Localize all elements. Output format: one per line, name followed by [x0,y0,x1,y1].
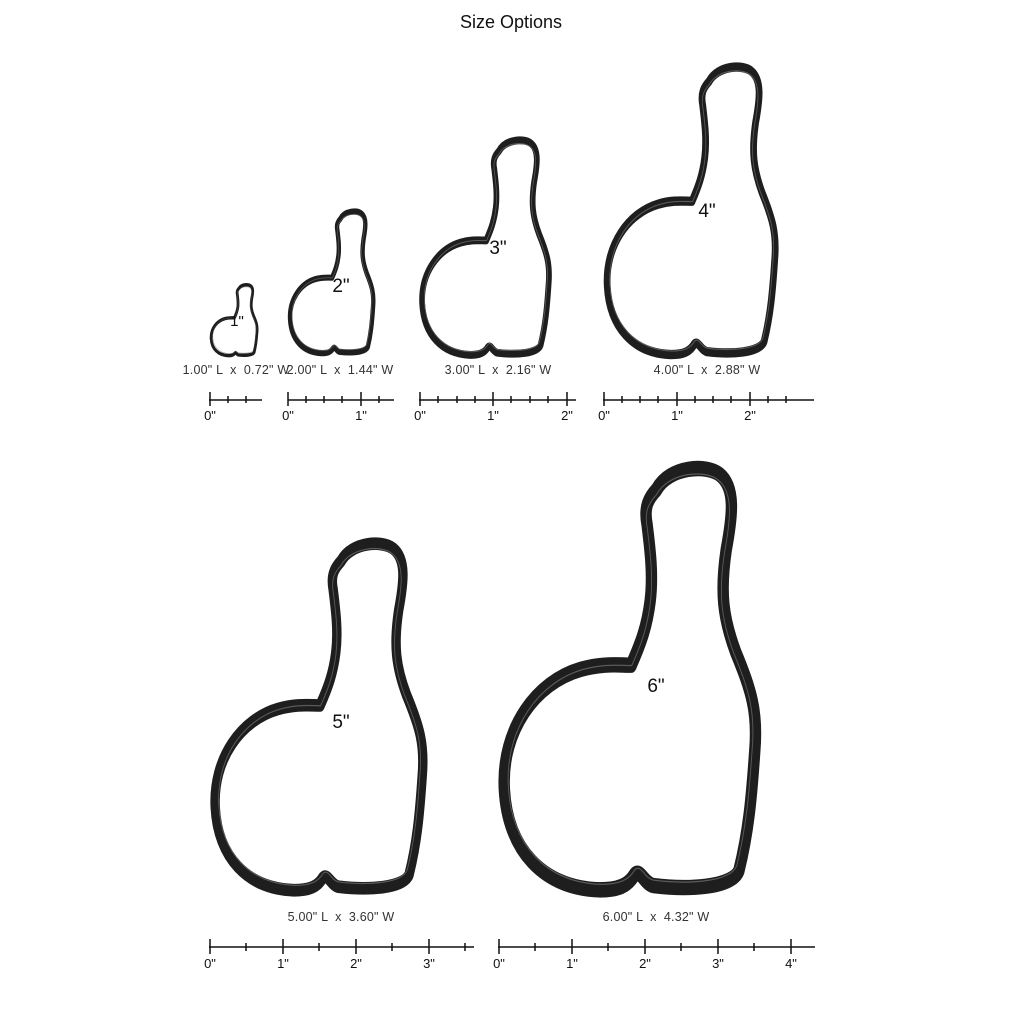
cookie-cutter-outline [422,140,549,355]
cookie-cutter-inner-edge [610,71,774,351]
ruler-tick-label: 0" [414,408,426,423]
cookie-cutter-inner-edge [219,549,421,886]
page-title: Size Options [459,12,563,32]
ruler-tick-label: 2" [639,956,651,971]
size-option-6in [493,469,815,971]
dimensions-label: 4.00" L x 2.88" W [653,363,761,377]
ruler [598,392,814,423]
size-option-2in [282,212,394,423]
size-option-1in [183,285,290,423]
cookie-cutter-outline [504,469,755,890]
ruler-tick-label: 2" [350,956,362,971]
size-option-4in [598,67,814,423]
ruler [493,939,815,971]
cookie-cutter-inner-edge [508,474,753,884]
size-option-3in [414,140,576,423]
dimensions-label: 3.00" L x 2.16" W [444,363,552,377]
size-option-5in [204,544,474,971]
ruler-tick-label: 0" [204,956,216,971]
ruler-tick-label: 1" [355,408,367,423]
ruler-tick-label: 0" [204,408,216,423]
ruler [204,392,262,423]
ruler-tick-label: 1" [277,956,289,971]
size-label: 6" [647,676,665,697]
ruler-tick-label: 1" [487,408,499,423]
ruler-tick-label: 4" [785,956,797,971]
size-label: 4" [698,201,716,222]
size-label: 2" [332,276,350,297]
ruler-tick-label: 1" [566,956,578,971]
dimensions-label: 2.00" L x 1.44" W [286,363,394,377]
cookie-cutter-outline [215,544,423,891]
ruler [282,392,394,423]
ruler [414,392,576,423]
dimensions-label: 5.00" L x 3.60" W [287,910,395,924]
ruler-tick-label: 1" [671,408,683,423]
size-label: 3" [489,238,507,259]
ruler-tick-label: 2" [744,408,756,423]
size-label: 5" [332,712,350,733]
ruler-tick-label: 2" [561,408,573,423]
cookie-cutter-outline [607,67,775,354]
ruler-tick-label: 0" [282,408,294,423]
ruler-tick-label: 0" [493,956,505,971]
ruler-tick-label: 0" [598,408,610,423]
dimensions-label: 6.00" L x 4.32" W [602,910,710,924]
ruler [204,939,474,971]
ruler-tick-label: 3" [423,956,435,971]
size-label: 1" [230,313,244,330]
dimensions-label: 1.00" L x 0.72" W [182,363,290,377]
ruler-tick-label: 3" [712,956,724,971]
